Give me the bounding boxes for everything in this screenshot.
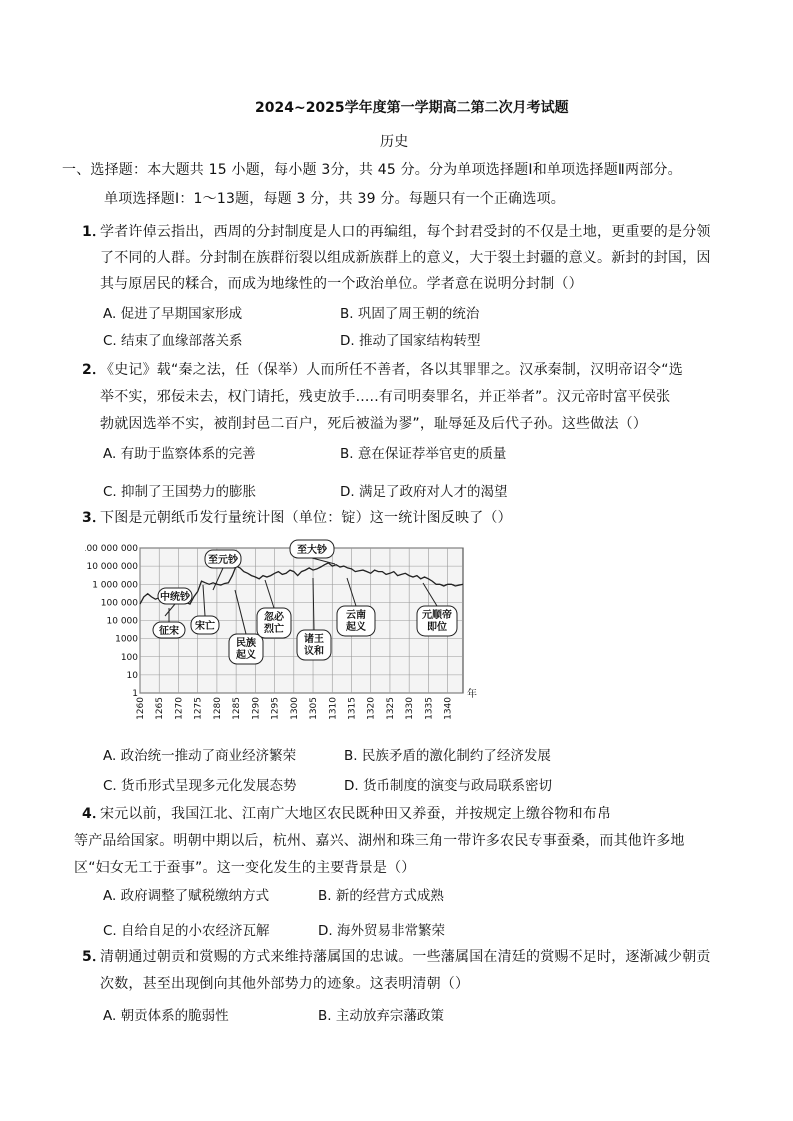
y-tick-label: 100 (120, 652, 138, 663)
annotation-label: 即位 (427, 622, 447, 633)
annotation-label: 至元钞 (208, 555, 238, 566)
x-tick-label: 1265 (155, 697, 166, 720)
y-tick-label: 1000 (115, 634, 138, 645)
question-5-stem-line-1: 清朝通过朝贡和赏赐的方式来维持藩属国的忠诚。一些藩属国在清廷的赏赐不足时，逐渐减少朝贡 (100, 949, 711, 965)
x-tick-label: 1335 (424, 697, 435, 720)
x-tick-label: 1295 (270, 697, 281, 720)
question-2-stem-line-1: 《史记》载“秦之法，任（保举）人而所任不善者，各以其罪罪之。汉承秦制，汉明帝诏令“选 (100, 362, 683, 378)
question-5-stem-line-2: 次数，甚至出现倒向其他外部势力的迹象。这表明清朝（） (100, 976, 470, 992)
question-2-stem-line-3: 勃就因选举不实，被削封邑二百户，死后被溢为翏”，耻辱延及后代子孙。这些做法（） (100, 416, 648, 432)
question-3-stem-line-1: 下图是元朝纸币发行量统计图（单位：锭）这一统计图反映了（） (100, 510, 512, 526)
question-4-stem-line-1: 宋元以前，我国江北、江南广大地区农民既种田又养蚕，并按规定上缴谷物和布帛 (100, 806, 612, 822)
annotation-label: 中统钞 (160, 592, 190, 603)
annotation-label: 至大钞 (297, 545, 327, 556)
question-3-number: 3． (82, 510, 107, 526)
x-tick-label: 1340 (443, 697, 454, 720)
question-5-option-a[interactable]: A. 朝贡体系的脆弱性 (103, 1008, 229, 1024)
x-tick-label: 1285 (232, 697, 243, 720)
y-tick-label: 10 (126, 670, 138, 681)
y-tick-label: 10 000 000 (86, 562, 138, 573)
question-1-stem-line-1: 学者许倬云指出，西周的分封制度是人口的再编组，每个封君受封的不仅是土地，更重要的是分领 (100, 224, 711, 240)
question-4-stem-line-3: 区“妇女无工于蚕事”。这一变化发生的主要背景是（） (74, 860, 416, 876)
question-5-number: 5． (82, 949, 107, 965)
question-4-number: 4． (82, 806, 107, 822)
subject-title: 历史 (380, 134, 409, 150)
question-3-option-b[interactable]: B. 民族矛盾的激化制约了经济发展 (344, 748, 551, 764)
y-tick-label: 1 000 000 (92, 580, 138, 591)
annotation-label: 烈亡 (264, 624, 284, 635)
annotation-label: 宋亡 (195, 621, 215, 632)
y-tick-label: 10 000 (106, 616, 138, 627)
annotation-label: 元顺帝 (422, 610, 452, 621)
question-3-option-d[interactable]: D. 货币制度的演变与政局联系密切 (344, 778, 552, 794)
annotation-label: 云南 (346, 610, 366, 621)
annotation-label: 忽必 (264, 612, 284, 623)
question-1-option-a[interactable]: A. 促进了早期国家形成 (103, 306, 243, 322)
exam-title: 2024~2025学年度第一学期高二第二次月考试题 (255, 100, 569, 116)
x-tick-label: 1270 (174, 697, 185, 720)
annotation-label: 起义 (236, 650, 256, 661)
chart-svg (85, 538, 485, 728)
x-tick-label: 1260 (136, 697, 146, 720)
x-tick-label: 1300 (289, 697, 300, 720)
section-heading: 一、选择题：本大题共 15 小题，每小题 3分，共 45 分。分为单项选择题Ⅰ和单项选择题Ⅱ两部分。 (62, 162, 682, 178)
subsection-heading: 单项选择题Ⅰ：1～13题，每题 3 分，共 39 分。每题只有一个正确选项。 (104, 191, 565, 207)
x-tick-label: 1305 (309, 697, 320, 720)
x-tick-label: 1310 (328, 697, 339, 720)
x-axis-label: 年 (467, 689, 477, 700)
annotation-label: 民族 (236, 638, 256, 649)
question-2-option-b[interactable]: B. 意在保证荐举官吏的质量 (340, 446, 507, 462)
question-4-option-b[interactable]: B. 新的经营方式成熟 (318, 888, 444, 904)
x-tick-label: 1320 (366, 697, 377, 720)
question-5-option-b[interactable]: B. 主动放弃宗藩政策 (318, 1008, 444, 1024)
y-tick-label: 100 000 000 (85, 544, 138, 554)
paper-money-chart (85, 538, 485, 728)
question-2-option-d[interactable]: D. 满足了政府对人才的渴望 (340, 484, 508, 500)
x-tick-label: 1315 (347, 697, 358, 720)
question-1-option-d[interactable]: D. 推动了国家结构转型 (340, 333, 481, 349)
question-3-option-c[interactable]: C. 货币形式呈现多元化发展态势 (103, 778, 297, 794)
question-1-option-c[interactable]: C. 结束了血缘部落关系 (103, 333, 243, 349)
y-tick-label: 1 (132, 689, 138, 699)
x-tick-label: 1325 (385, 697, 396, 720)
question-3-option-a[interactable]: A. 政治统一推动了商业经济繁荣 (103, 748, 297, 764)
question-4-option-c[interactable]: C. 自给自足的小农经济瓦解 (103, 923, 270, 939)
y-tick-label: 100 000 (100, 598, 138, 609)
question-1-option-b[interactable]: B. 巩固了周王朝的统治 (340, 306, 480, 322)
annotation-label: 起义 (346, 622, 366, 633)
question-1-stem-line-2: 了不同的人群。分封制在族群衍裂以组成新族群上的意义，大于裂土封疆的意义。新封的封国，因 (100, 250, 711, 266)
question-2-option-a[interactable]: A. 有助于监察体系的完善 (103, 446, 256, 462)
question-4-option-a[interactable]: A. 政府调整了赋税缴纳方式 (103, 888, 270, 904)
question-2-stem-line-2: 举不实，邪佞未去，权门请托，残吏放手.....有司明奏罪名，并正举者”。汉元帝时富平侯张 (100, 389, 671, 405)
x-tick-label: 1275 (193, 697, 204, 720)
x-tick-label: 1290 (251, 697, 262, 720)
question-4-stem-line-2: 等产品给国家。明朝中期以后，杭州、嘉兴、湖州和珠三角一带许多农民专事蚕桑，而其他许多地 (74, 833, 685, 849)
x-tick-label: 1330 (405, 697, 416, 720)
question-1-number: 1． (82, 224, 107, 240)
question-2-option-c[interactable]: C. 抑制了王国势力的膨胀 (103, 484, 257, 500)
annotation-label: 诸王 (304, 634, 324, 645)
question-1-stem-line-3: 其与原居民的糅合，而成为地缘性的一个政治单位。学者意在说明分封制（） (100, 276, 583, 292)
x-tick-label: 1280 (212, 697, 223, 720)
annotation-label: 议和 (304, 646, 324, 657)
question-2-number: 2． (82, 362, 107, 378)
annotation-label: 征宋 (159, 626, 179, 637)
question-4-option-d[interactable]: D. 海外贸易非常繁荣 (318, 923, 445, 939)
